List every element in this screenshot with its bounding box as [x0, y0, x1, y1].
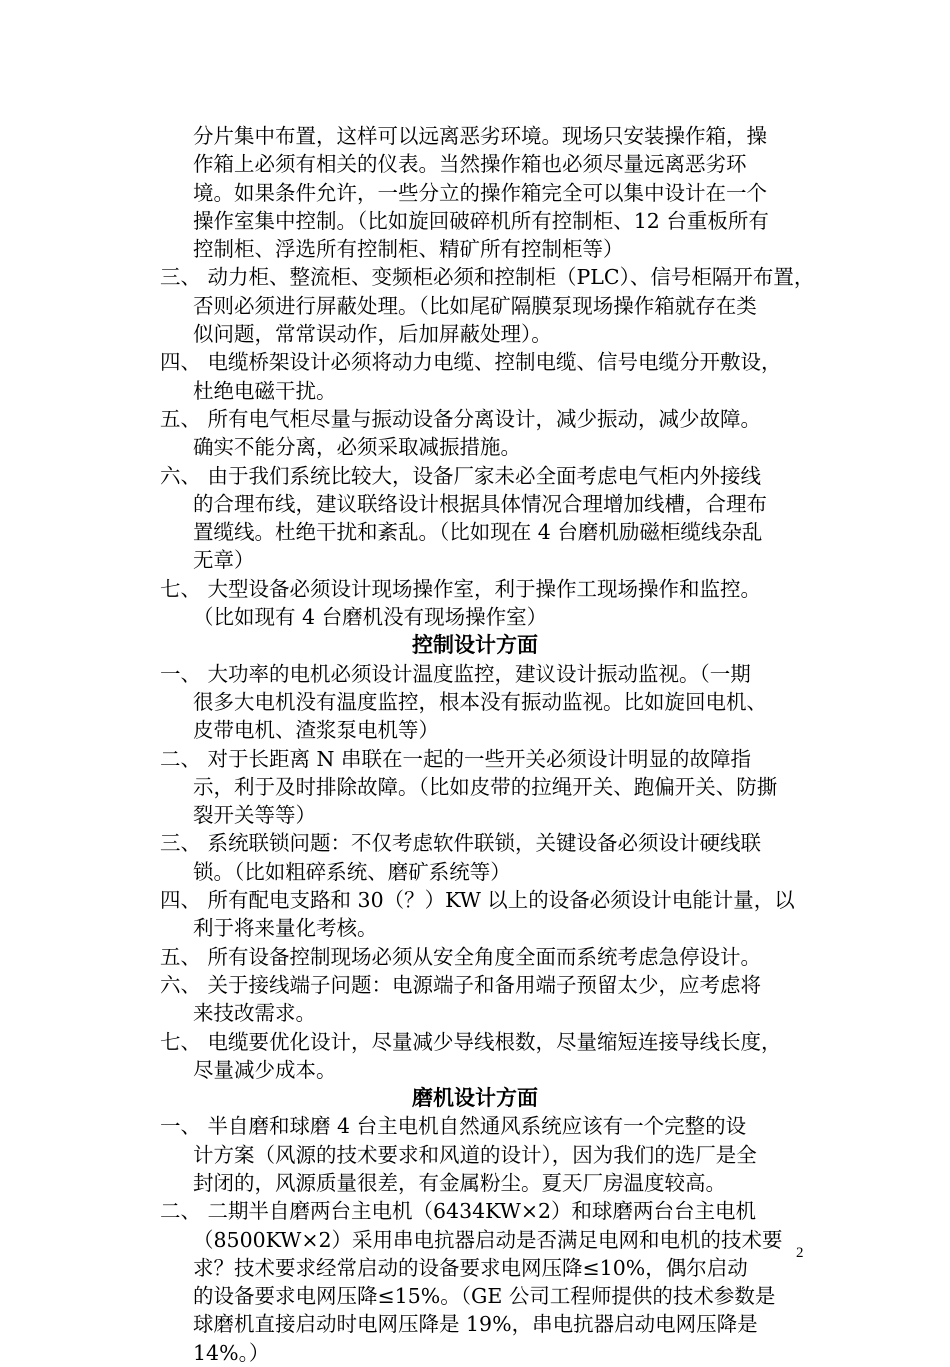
text-line: 球磨机直接启动时电网压降是 19%，串电抗器启动电网压降是 [193, 1312, 758, 1337]
section-heading-control: 控制设计方面 [412, 633, 538, 658]
list-item-6: 六、 由于我们系统比较大，设备厂家未必全面考虑电气柜内外接线 [160, 463, 762, 488]
list-item-1: 一、 大功率的电机必须设计温度监控，建议设计振动监视。（一期 [160, 661, 751, 686]
list-item-5: 五、 所有设备控制现场必须从安全角度全面而系统考虑急停设计。 [160, 944, 762, 969]
text-line: 皮带电机、渣浆泵电机等） [193, 718, 439, 743]
text-line: 的合理布线，建议联络设计根据具体情况合理增加线槽，合理布 [193, 491, 767, 516]
text-line: 分片集中布置，这样可以远离恶劣环境。现场只安装操作箱，操 [193, 124, 767, 148]
text-line: （比如现有 4 台磨机没有现场操作室） [193, 605, 548, 630]
text-line: 无章） [193, 548, 255, 573]
list-item-7: 七、 大型设备必须设计现场操作室，利于操作工现场操作和监控。 [160, 576, 762, 601]
text-line: 14%。） [193, 1340, 270, 1365]
list-item-1: 一、 半自磨和球磨 4 台主电机自然通风系统应该有一个完整的设 [160, 1114, 747, 1139]
text-line: 确实不能分离，必须采取减振措施。 [193, 435, 521, 460]
text-line: 的设备要求电网压降≤15%。（GE 公司工程师提供的技术参数是 [193, 1284, 776, 1309]
document-body [0, 122, 950, 1367]
text-line: 很多大电机没有温度监控，根本没有振动监视。比如旋回电机、 [193, 689, 767, 714]
list-item-4: 四、 所有配电支路和 30（？）KW 以上的设备必须设计电能计量，以 [160, 888, 795, 913]
text-line: 杜绝电磁干扰。 [193, 378, 337, 403]
section-heading-mill: 磨机设计方面 [412, 1086, 538, 1111]
list-item-6: 六、 关于接线端子问题：电源端子和备用端子预留太少，应考虑将 [160, 972, 762, 997]
text-line: 计方案（风源的技术要求和风道的设计），因为我们的选厂是全 [193, 1142, 757, 1167]
list-item-3: 三、 动力柜、整流柜、变频柜必须和控制柜（PLC）、信号柜隔开布置， [160, 265, 815, 290]
text-line: 置缆线。杜绝干扰和紊乱。（比如现在 4 台磨机励磁柜缆线杂乱 [193, 520, 763, 545]
list-item-2: 二、 对于长距离 N 串联在一起的一些开关必须设计明显的故障指 [160, 746, 751, 771]
text-line: 似问题，常常误动作，后加屏蔽处理）。 [193, 322, 552, 347]
text-line: 尽量减少成本。 [193, 1057, 337, 1082]
text-line: 来技改需求。 [193, 1001, 316, 1026]
list-item-4: 四、 电缆桥架设计必须将动力电缆、控制电缆、信号电缆分开敷设， [160, 350, 782, 375]
page-number: 2 [796, 1245, 804, 1261]
text-line: 利于将来量化考核。 [193, 916, 378, 941]
text-line: 否则必须进行屏蔽处理。（比如尾矿隔膜泵现场操作箱就存在类 [193, 293, 757, 318]
text-line: 控制柜、浮选所有控制柜、精矿所有控制柜等） [193, 237, 624, 262]
text-line: 示，利于及时排除故障。（比如皮带的拉绳开关、跑偏开关、防撕 [193, 774, 778, 799]
list-item-7: 七、 电缆要优化设计，尽量减少导线根数，尽量缩短连接导线长度， [160, 1029, 782, 1054]
list-item-2: 二、 二期半自磨两台主电机（6434KW×2）和球磨两台台主电机 [160, 1199, 757, 1224]
text-line: 求？技术要求经常启动的设备要求电网压降≤10%，偶尔启动 [193, 1255, 748, 1280]
text-line: 作箱上必须有相关的仪表。当然操作箱也必须尽量远离恶劣环 [193, 152, 747, 177]
text-line: 封闭的，风源质量很差，有金属粉尘。夏天厂房温度较高。 [193, 1170, 726, 1195]
text-line: （8500KW×2）采用串电抗器启动是否满足电网和电机的技术要 [193, 1227, 783, 1252]
list-item-3: 三、 系统联锁问题：不仅考虑软件联锁，关键设备必须设计硬线联 [160, 831, 762, 856]
text-line: 锁。（比如粗碎系统、磨矿系统等） [193, 859, 511, 884]
list-item-5: 五、 所有电气柜尽量与振动设备分离设计，减少振动，减少故障。 [160, 406, 762, 431]
text-line: 境。如果条件允许，一些分立的操作箱完全可以集中设计在一个 [193, 180, 767, 205]
text-line: 裂开关等等） [193, 803, 316, 828]
text-line: 操作室集中控制。（比如旋回破碎机所有控制柜、12 台重板所有 [193, 208, 769, 233]
